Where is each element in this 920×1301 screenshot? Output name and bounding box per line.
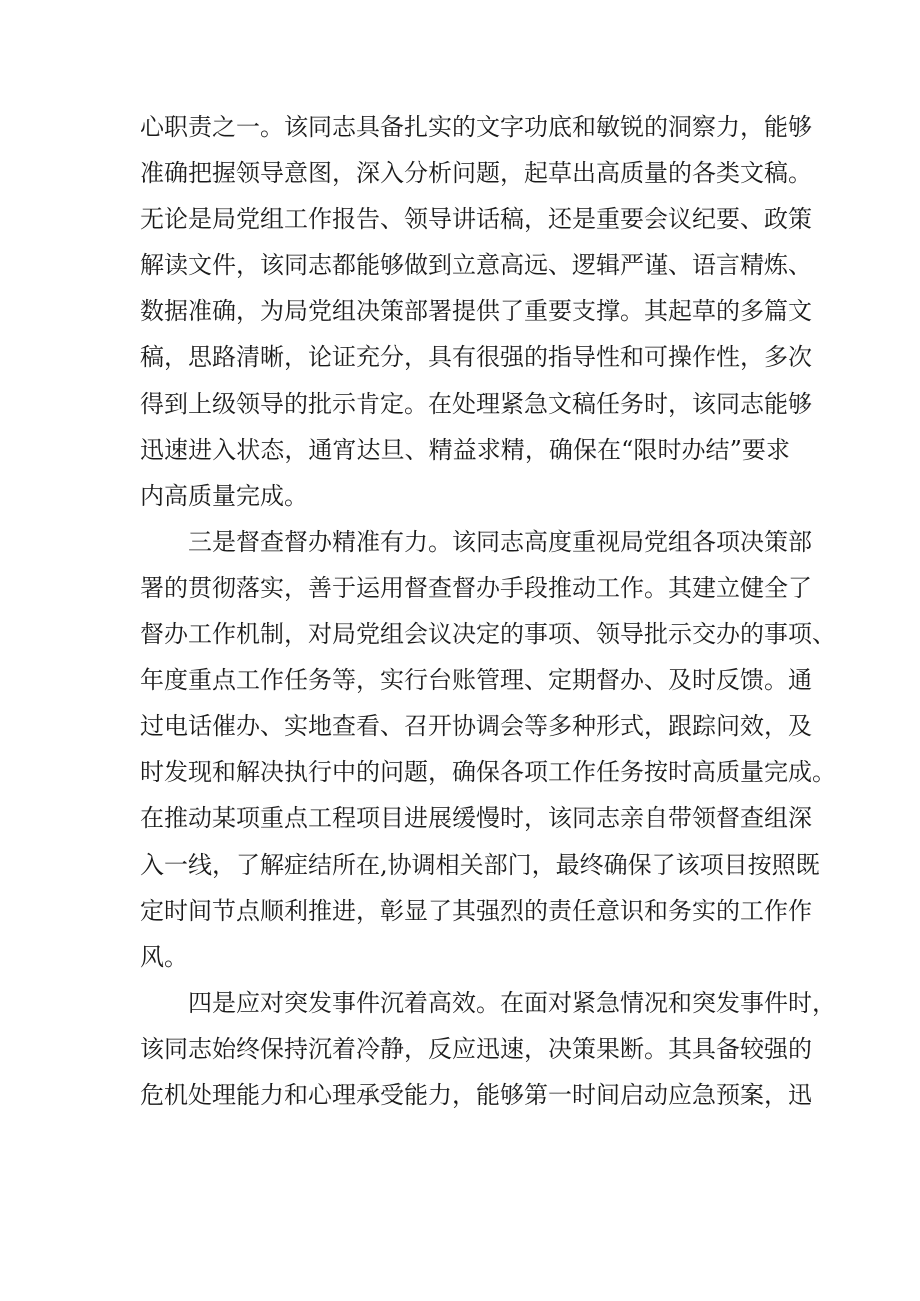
paragraph-line: 得到上级领导的批示肯定。在处理紧急文稿任务时，该同志能够 — [140, 389, 812, 418]
paragraph-line: 三是督查督办精准有力。该同志高度重视局党组各项决策部 — [188, 527, 812, 556]
paragraph-line: 时发现和解决执行中的问题，确保各项工作任务按时高质量完成。 — [140, 758, 836, 787]
paragraph-line: 年度重点工作任务等，实行台账管理、定期督办、及时反馈。通 — [140, 666, 812, 695]
paragraph-line: 准确把握领导意图，深入分析问题，起草出高质量的各类文稿。 — [140, 159, 812, 188]
paragraph-line: 该同志始终保持沉着冷静，反应迅速，决策果断。其具备较强的 — [140, 1034, 812, 1063]
paragraph-line: 风。 — [140, 942, 188, 971]
paragraph-line: 稿，思路清晰，论证充分，具有很强的指导性和可操作性，多次 — [140, 343, 812, 372]
paragraph-line: 督办工作机制，对局党组会议决定的事项、领导批示交办的事项、 — [140, 620, 836, 649]
paragraph-line: 危机处理能力和心理承受能力，能够第一时间启动应急预案，迅 — [140, 1080, 812, 1109]
paragraph-line: 四是应对突发事件沉着高效。在面对紧急情况和突发事件时， — [188, 988, 836, 1017]
document-body — [140, 104, 836, 1118]
paragraph-line: 内高质量完成。 — [140, 481, 308, 510]
paragraph-line: 在推动某项重点工程项目进展缓慢时，该同志亲自带领督查组深 — [140, 804, 812, 833]
paragraph — [140, 980, 836, 1118]
paragraph-line: 入一线，了解症结所在,协调相关部门，最终确保了该项目按照既 — [140, 850, 820, 879]
paragraph-line: 无论是局党组工作报告、领导讲话稿，还是重要会议纪要、政策 — [140, 205, 812, 234]
paragraph-line: 署的贯彻落实，善于运用督查督办手段推动工作。其建立健全了 — [140, 573, 812, 602]
paragraph-line: 解读文件，该同志都能够做到立意高远、逻辑严谨、语言精炼、 — [140, 251, 812, 280]
paragraph-line: 心职责之一。该同志具备扎实的文字功底和敏锐的洞察力，能够 — [140, 113, 812, 141]
paragraph-line: 数据准确，为局党组决策部署提供了重要支撑。其起草的多篇文 — [140, 297, 812, 326]
paragraph-line: 迅速进入状态，通宵达旦、精益求精，确保在“限时办结”要求 — [140, 435, 790, 464]
paragraph-line: 定时间节点顺利推进，彰显了其强烈的责任意识和务实的工作作 — [140, 896, 812, 925]
paragraph — [140, 104, 812, 519]
paragraph — [140, 519, 836, 980]
paragraph-line: 过电话催办、实地查看、召开协调会等多种形式，跟踪问效，及 — [140, 712, 812, 741]
